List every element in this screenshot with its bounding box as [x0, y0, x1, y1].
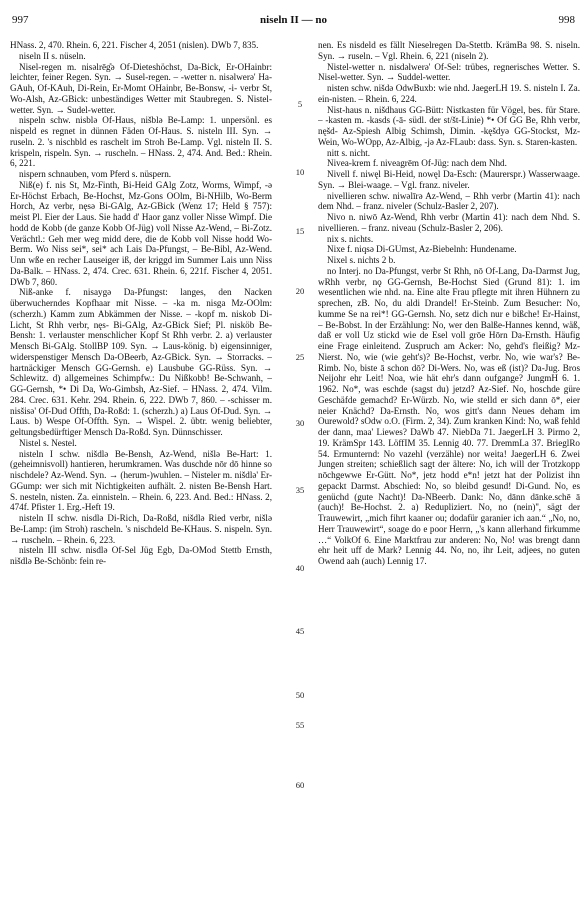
line-number: 25 — [295, 352, 305, 362]
line-number: 50 — [295, 690, 305, 700]
entry: Niß(e) f. nis St, Mz-Finth, Bi-Heid GAlg Zotz, Worms, Wimpf, -ə Er-Höchst Erbach, Be-Hochst, Mz-Gons OOlm, Bi-NHilb, Wo-Berm Horch, Az verbr, nęsə Bi-GAlg, Az-GBick (Wenz 17; Held § 757): meist Pl. Eier der Laus. Sie hadd d' Haor ganz voller Nisse Wimpf. Die hodd de Kobb (de ganze Kobb Of-Jüg) voll Nisse Az-Wend, – Bi-Zotz. Verächtl.: Geh mer weg midd dere, die de Kobb voll Nisse hodd Wo-Berm. Wo Niss sei*, sei* ach Lais Da-Pfungst, – Be-Bibl, Az-Wend. Unn wße en recher Lauseiger iß, der kriggd im Summer Lais unn Niss Da-Balk. – HNass. 2, 474. Crec. 631. Rhein. 6, 221f. Fischer 4, 2051. DWb 7, 860. — [10, 179, 272, 287]
entry: Nistel-wetter n. nisdəlwerə' Of-Sel: trübes, regnerisches Wetter. S. Nisel-wetter. Syn. → Suddel-wetter. — [318, 61, 580, 83]
line-number: 55 — [295, 720, 305, 730]
left-column — [10, 40, 272, 900]
entry: Niß-anke f. nisaygə Da-Pfungst: langes, den Nacken überwucherndes Kopfhaar mit Nisse. – -ka m. nisga Mz-OOlm: (scherzh.) Kamm zum Abkämmen der Nisse. – -kopf m. niskob Di-Licht, St Rhh verbr, nęs- Bi-GAlg, Az-GBick Sief; Pl. nisköb Be-Bensh: 1. verlauster menschlicher Kopf St Rhh verbr. 2. a) verlauster Mensch Bi-GAlg. StollBP 109. Syn. → Laus-könig. b) eigensinniger, widerspenstiger Mensch Da-OBeerb, Az-GBick. Syn. → Storracks. – hartnäckiger Mensch GG-Gernsh. e) Lausbube GG-Rüss. Syn. → Schlewitz. d) allgemeines Schimpfw.: Du Nißkobb! Be-Schwanh, – GG-Gernsh, *• Di Da, Wo-Gimbsh, Az-Sief. – HNass. 2, 474. Vilm. 284. Crec. 631. Kehr. 294. Rhein. 6, 222. DWb 7, 860. – -schisser m. nisšisə' Of-Dud Offth, Da-Roßd: 1. (scherzh.) a) Laus Of-Dud. Syn. → Laus. b) Wespe Of-Offth. Syn. → Wispel. 2. übtr. wenig beliebter, geltungsbedürftiger Mensch Da-Roßd. Syn. Dünnschisser. — [10, 287, 272, 437]
entry: nispern schnauben, vom Pferd s. nüspern. — [19, 169, 172, 179]
line-number: 45 — [295, 626, 305, 636]
entry: nisteln II schw. nisdlə Di-Rich, Da-Roßd, nišdlə Ried verbr, nišlə Be-Lamp: (im Stroh) rascheln. 's nischdeld Be-KHaus. S. nispeln. Syn. → ruscheln. – Rhein. 6, 223. — [10, 513, 272, 545]
line-number: 60 — [295, 780, 305, 790]
line-number: 5 — [297, 99, 303, 109]
page-header — [8, 14, 579, 32]
line-number: 35 — [295, 485, 305, 495]
line-number: 20 — [295, 286, 305, 296]
entry: nisteln III schw. nisdlə Of-Sel Jüg Egb, Da-OMod Stettb Ernsth, nišdlə Be-Schönb: fein re- — [10, 545, 272, 566]
entry: nispeln schw. nisblə Of-Haus, nišblə Be-Lamp: 1. unpersönl. es nispeld es regnet in dünnen Fäden Of-Haus. S. nisteln III. Syn. → ruseln. 2. 's nischbld es raschelt im Stroh Be-Lamp. Vgl. nisteln II. S. krispeln, rispeln. Syn. → ruscheln. – HNass. 2, 474. And. Bed.: Rhein. 6, 221. — [10, 115, 272, 169]
entry: Nixel s. nichts 2 b. — [327, 255, 396, 265]
entry: niseln II s. nüseln. — [19, 50, 86, 61]
entry: nitt s. nicht. — [327, 147, 371, 158]
entry: nisteln I schw. nišdlə Be-Bensh, Az-Wend, nišlə Be-Hart: 1. (geheimnisvoll) hantieren, herumkramen. Was duschde nōr dō hinne so nischdele? Az-Wend. Syn. → (herum-)wuhlen. – Nisteler m. nišdlə' Er-GGump: wer sich mit Nichtigkeiten aufhält. 2. nisten Be-Bensh Hart. S. nesteln, nisten. Za. einnisteln. – Rhein. 6, 223. And. Bed.: HNass. 2, 474f. Pfister 1. Erg.-Heft 19. — [10, 448, 272, 513]
entry: nix s. nichts. — [327, 233, 374, 244]
page-number-left: 997 — [12, 14, 29, 26]
entry: nisten schw. nišdə OdwBuxb: wie nhd. JaegerLH 19. S. nisteln I. Za. ein-nisten. – Rhein. 6, 224. — [318, 83, 580, 104]
line-number: 30 — [295, 418, 305, 428]
entry: nen. Es nisdeld es fällt Nieselregen Da-Stettb. KrämBa 98. S. niseln. Syn. → ruseln. – Vgl. Rhein. 6, 221 (niseln 2). — [318, 40, 580, 61]
entry: HNass. 2, 470. Rhein. 6, 221. Fischer 4, 2051 (nislen). DWb 7, 835. — [10, 40, 259, 50]
page-number-right: 998 — [558, 14, 575, 26]
entry: Nisel-regen m. nisəlrēg̊ə Of-Dieteshöchst, Da-Bick, Er-OHainbr: leichter, feiner Regen. Syn. → Susel-regen. – -wetter n. nisəlwerə' Ha-GAuh, Of-KAuh, Di-Rein, Er-Momt OHainbr, Be-Bonsw, -i- verbr St, Wo-Alsh, Az-GBick: unbeständiges Wetter mit Staubregen. S. Nistel-wetter. Syn. → Sudel-wetter. — [10, 61, 272, 115]
line-number: 10 — [295, 167, 305, 177]
entry: nivellieren schw. niwəlīrə Az-Wend, – Rhh verbr (Martin 41): nach dem Nhd. – franz. niveler (Schulz-Basler 2, 207). — [318, 190, 580, 212]
line-number: 15 — [295, 226, 305, 236]
running-title: niseln II — no — [260, 14, 327, 26]
line-number: 40 — [295, 563, 305, 573]
entry: Nixe f. niqsə Di-GUmst, Az-Biebelnh: Hundename. — [327, 244, 517, 255]
entry: Nistel s. Nestel. — [19, 437, 77, 448]
entry: no Interj. no Da-Pfungst, verbr St Rhh, nō Of-Lang, Da-Darmst Jug, wRhh verbr, nǫ GG-Gernsh, Be-Hochst Sied (Grund 81): 1. im wesentlichen wie nhd. na. Eine alte Frau pflegte mit ihren Hühnern zu sprechen, zB. No, du aldi Drandel! Er-Steinb. Zum Besucher: No, kumme Se na rei*! GG-Gernsh. No, setz dich nur e bißche! Er-Hainst, – Be-Bobst. In der Erzählung: No, wer den Balße-Hannes kennd, wäß, daß er voll Uz stickd wie de Esel voll grōe Hōrn Da-Ernsth. Häufig eine Frage einleitend. Zuspruch am Acker: No, gehd's fleißig? Mz-Nierst. No, wie (wie geht's)? Be-Hochst, verbr. No, wie war's? Be-Rimb. No, biste ā schon dō? Di-Wers. No, was eß (ist)? Da-Jug. Bros Neijohr ehr Leit! Noa, wie hät ehr's dann oufgange? JungmH 6. 1. 1962. No*, was eschde (sagst du) jetzd? Az-Sief. No, hoschde güre Geschäfde gemachd? Er-Würzb. No, wie stelld er sich dann ō*, eier neier Knächd? Da-Ernsth. No, wos gitt's dann Neues deham im Ourewold? sOdw o.O. (Firm. 2, 34). Zum kranken Kind: No, waß fehld der dann, maa' Liewes? DaWb 47. NiebDa 71. JaegerLH 3. Pirmo 2, 19. KrämSpr 143. LöffIM 35. Lennig 40. 77. DremmLa 37. BrieglRo 54. Ermunternd: No vazehl (verzähle) nor weita! JaegerLH 6. Zwei Jungen streiten; schießlich sagt der ältere: No, ich will der Trotzkopp nōchgewwe Er-Gütt. No*, jetz hodd e*n! jetzt hat der Polizist ihn gepackt Darmst. Abschied: No, so bleibd gesund! Di-Gund. No, es genüchd (gute Nacht)! Da-NBeerb. Dank: No, dānn dānke.schē ā (auch)! Be-Hochst. 2. a) Redupliziert. No, no (nein)'', sägt der Trauwewirt, „mich fihrt kaaner ou; dodafür garanier ich aan.“ „No, no, Herr Trauwewirt“, soage do e poor Herrn, „'s kann allerhand firkumme …“ VolkOf 6. Eine Marktfrau zur anderen: No, No! was brengt dann ehr heit uff de Mark? Lennig 44. No, no, ihr Leit, adjees, no guten Owend aah (auch) Lennig 17. — [318, 265, 580, 566]
entry: Nist-haus n. nišdhaus GG-Bütt: Nistkasten für Vögel, bes. für Stare. – -kasten m. -kasds (-ā- südl. der st/št-Linie) *• Of GG Be, Rhh verbr, nęšd- Az-Spiesh Albig Schimsh, Dimin. -kęšdyə GG-Stockst, Mz-Wein, Wo-WOpp, Az-Albig, -jə Az-FLaub: dass. Syn. s. Staren-kasten. — [318, 104, 580, 147]
entry: Nivo n. niwō Az-Wend, Rhh verbr (Martin 41): nach dem Nhd. S. nivellieren. – franz. niveau (Schulz-Basler 2, 206). — [318, 212, 580, 233]
right-column — [318, 40, 580, 900]
entry: Nivea-krem f. niveagrēm Of-Jüg: nach dem Nhd. — [327, 158, 507, 169]
entry: Nivell f. niwęl Bi-Heid, nowęl Da-Esch: (Maurerspr.) Wasserwaage. Syn. → Blei-waage. – Vgl. franz. niveler. — [318, 169, 580, 190]
